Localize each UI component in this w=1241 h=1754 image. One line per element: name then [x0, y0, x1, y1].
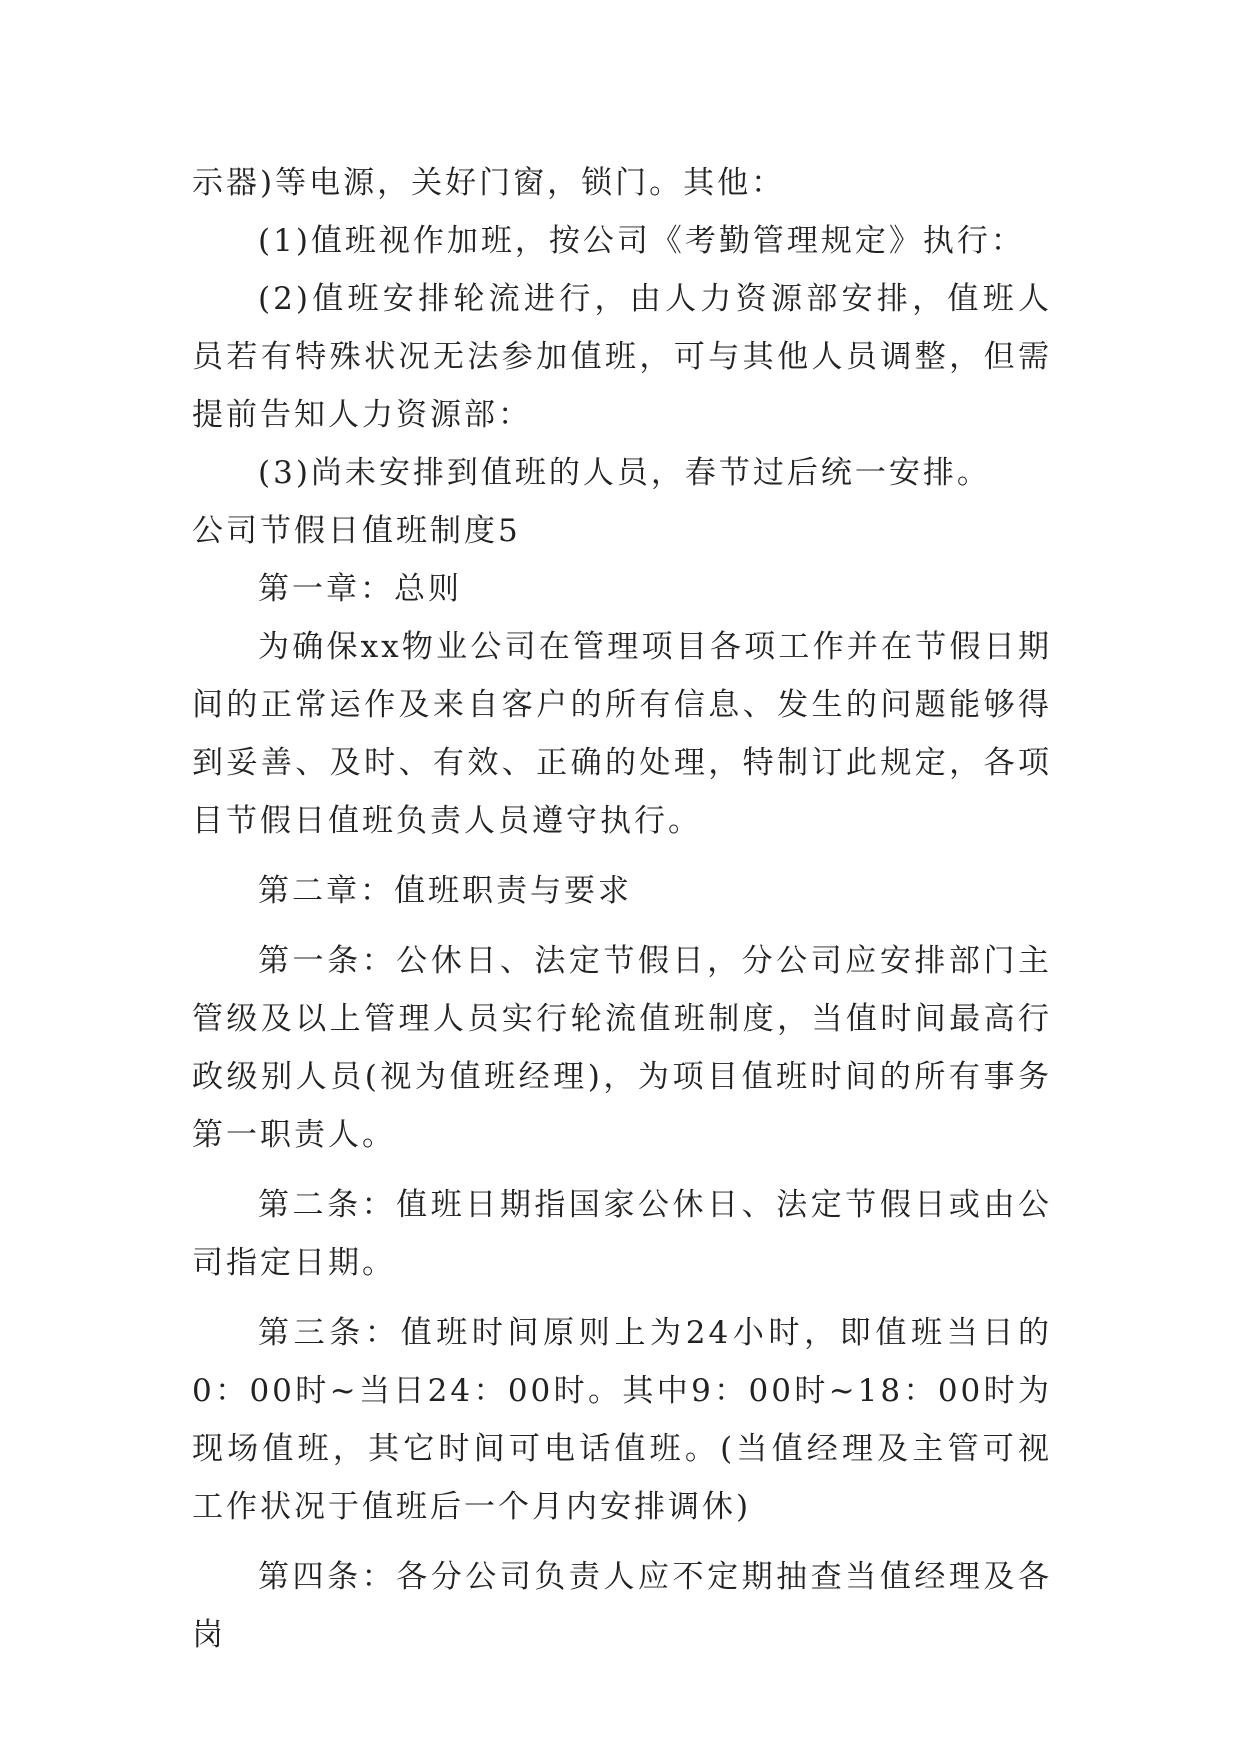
paragraph-item-1: (1)值班视作加班，按公司《考勤管理规定》执行： [258, 223, 1025, 259]
section-title: 公司节假日值班制度5 [192, 513, 521, 549]
chapter-heading-1: 第一章：总则 [258, 571, 462, 607]
paragraph-item-3: (3)尚未安排到值班的人员，春节过后统一安排。 [258, 455, 991, 491]
paragraph-continuation: 示器)等电源，关好门窗，锁门。其他： [192, 165, 786, 201]
document-body [192, 154, 1052, 1664]
article-1: 第一条：公休日、法定节假日，分公司应安排部门主管级及以上管理人员实行轮流值班制度，当值时间最高行政级别人员(视为值班经理)，为项目值班时间的所有事务第一职责人。 [192, 943, 1052, 1153]
chapter-heading-2: 第二章：值班职责与要求 [258, 873, 632, 909]
article-2: 第二条：值班日期指国家公休日、法定节假日或由公司指定日期。 [192, 1187, 1052, 1281]
article-4: 第四条：各分公司负责人应不定期抽查当值经理及各岗 [192, 1559, 1052, 1653]
paragraph-item-2: (2)值班安排轮流进行，由人力资源部安排，值班人员若有特殊状况无法参加值班，可与其他人员调整，但需提前告知人力资源部： [192, 281, 1052, 433]
article-3: 第三条：值班时间原则上为24小时，即值班当日的0：00时~当日24：00时。其中9：00时~18：00时为现场值班，其它时间可电话值班。(当值经理及主管可视工作状况于值班后一个月内安排调休) [192, 1315, 1052, 1525]
paragraph-purpose: 为确保xx物业公司在管理项目各项工作并在节假日期间的正常运作及来自客户的所有信息、发生的问题能够得到妥善、及时、有效、正确的处理，特制订此规定，各项目节假日值班负责人员遵守执行。 [192, 629, 1052, 839]
